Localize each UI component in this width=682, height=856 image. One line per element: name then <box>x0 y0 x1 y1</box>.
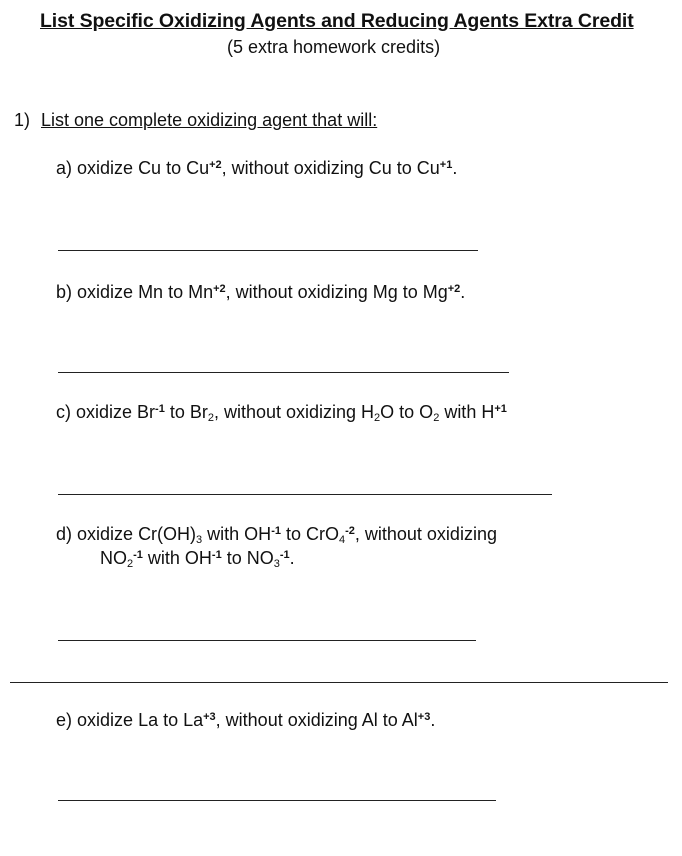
section-divider <box>10 682 668 683</box>
answer-line-a[interactable] <box>58 250 478 251</box>
item-e-label: e) <box>56 710 73 730</box>
item-a-text: a) oxidize Cu to $Cu^{+2}$, without oxidizing Cu to $Cu^{+1}$. <box>56 158 458 178</box>
item-d-label: d) <box>56 524 73 544</box>
item-d-text: d) oxidize $Cr(OH)_3$ with $OH^{-1}$ to CrO$_4^{-2}$, without oxidizing <box>56 524 497 546</box>
answer-line-d[interactable] <box>58 640 476 641</box>
answer-line-c[interactable] <box>58 494 552 495</box>
question-number: 1) <box>14 110 31 130</box>
question-prompt: List one complete oxidizing agent that will: <box>41 110 378 130</box>
answer-line-b[interactable] <box>58 372 509 373</box>
worksheet-title: List Specific Oxidizing Agents and Reducing Agents Extra Credit <box>40 10 634 32</box>
item-b-label: b) <box>56 282 73 302</box>
item-d-text-line2: $NO_2^{-1}$ with $OH^{-1}$ to $NO_3^{-1}$. <box>100 548 295 570</box>
item-e-text: e) oxidize La to $La^{+3}$, without oxidizing Al to $Al^{+3}$. <box>56 710 436 730</box>
item-c-text: c) oxidize $Br^{-1}$ to $Br_2$, without oxidizing $H_2O$ to $O_2$ with $H^{+1}$ <box>56 402 507 424</box>
item-b-text: b) oxidize Mn to $Mn^{+2}$, without oxidizing Mg to $Mg^{+2}$. <box>56 282 466 302</box>
answer-line-e[interactable] <box>58 800 496 801</box>
item-c-label: c) <box>56 402 71 422</box>
item-a-label: a) <box>56 158 73 178</box>
worksheet-subtitle: (5 extra homework credits) <box>227 37 441 57</box>
